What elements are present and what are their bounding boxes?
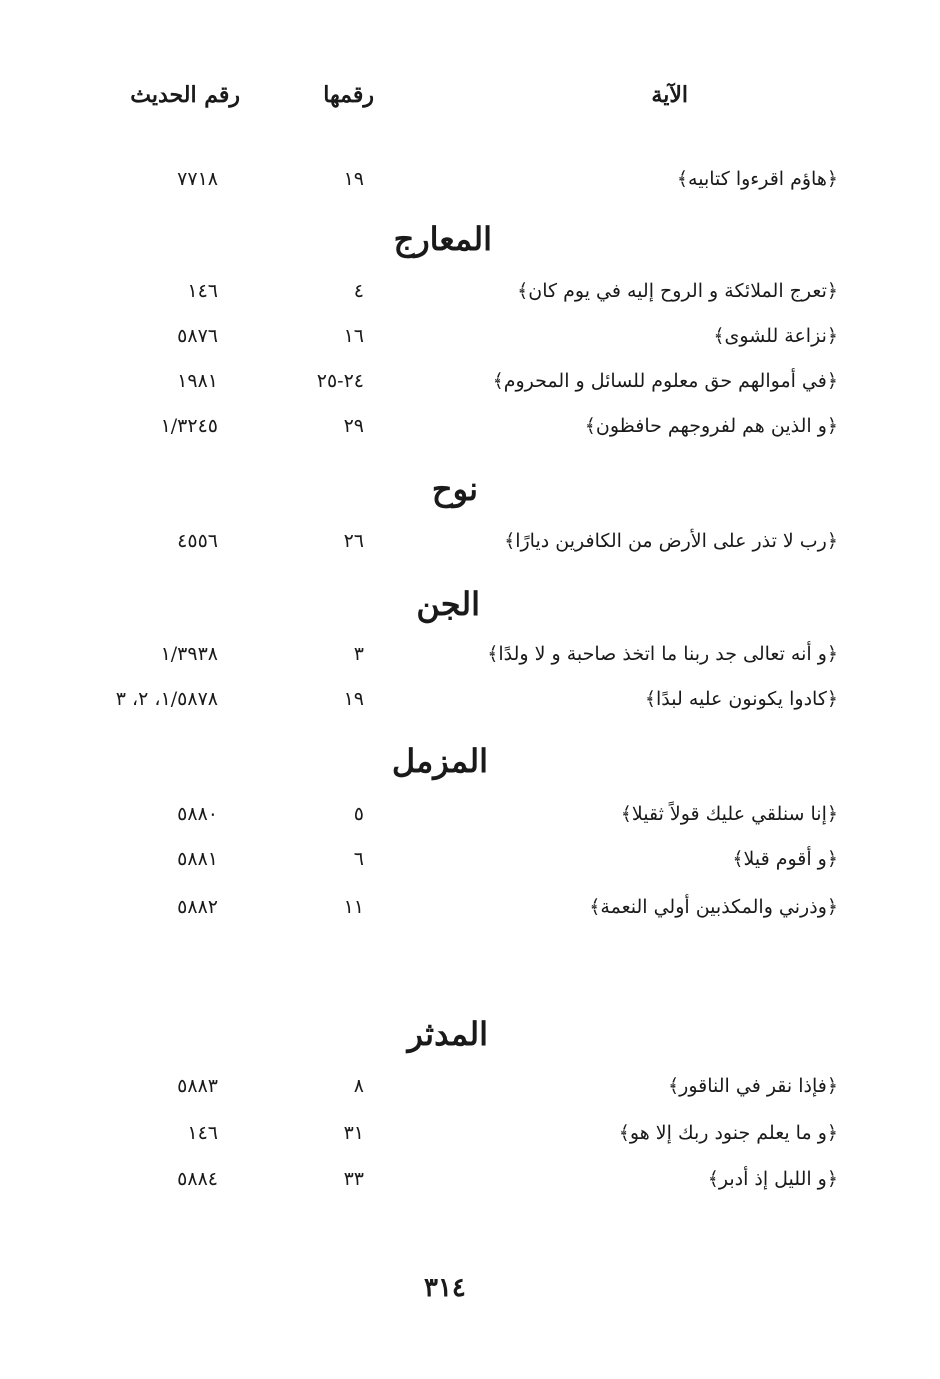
surah-heading-nuh: نوح [431, 470, 478, 508]
ayah-text: ﴿و الذين هم لفروجهم حافظون﴾ [584, 415, 838, 437]
table-row [0, 415, 940, 445]
hadith-number: ٥٨٨١ [177, 848, 218, 870]
ayah-number: ١٩ [343, 168, 364, 190]
ayah-number: ٢٩ [343, 415, 364, 437]
table-row [0, 1168, 940, 1198]
hadith-number: ١/٥٨٧٨، ٢، ٣ [115, 688, 218, 710]
hadith-number: ١٤٦ [187, 1122, 218, 1144]
hadith-number: ٧٧١٨ [177, 168, 218, 190]
table-row [0, 325, 940, 355]
column-header-hadith-number: رقم الحديث [130, 82, 240, 108]
ayah-number: ٣٣ [343, 1168, 364, 1190]
table-row [0, 803, 940, 833]
ayah-text: ﴿و ما يعلم جنود ربك إلا هو﴾ [618, 1122, 838, 1144]
ayah-text: ﴿فإذا نقر في الناقور﴾ [668, 1075, 838, 1097]
table-row [0, 688, 940, 718]
table-row [0, 848, 940, 878]
column-header-ayah: الآية [651, 82, 688, 108]
ayah-text: ﴿إنا سنلقي عليك قولاً ثقيلا﴾ [620, 803, 838, 825]
hadith-number: ٥٨٧٦ [177, 325, 218, 347]
table-row [0, 280, 940, 310]
ayah-number: ٤ [353, 280, 364, 302]
ayah-number: ٥ [353, 803, 364, 825]
ayah-number: ١٦ [343, 325, 364, 347]
table-row [0, 530, 940, 560]
ayah-number: ١٩ [343, 688, 364, 710]
surah-heading-al-maarij: المعارج [393, 220, 492, 258]
ayah-number: ٦ [353, 848, 364, 870]
hadith-number: ٥٨٨٣ [177, 1075, 218, 1097]
ayah-text: ﴿كادوا يكونون عليه لبدًا﴾ [644, 688, 838, 710]
hadith-number: ١٩٨١ [177, 370, 218, 392]
ayah-text: ﴿في أموالهم حق معلوم للسائل و المحروم﴾ [492, 370, 838, 392]
surah-heading-al-muzzammil: المزمل [391, 742, 488, 780]
ayah-text: ﴿و الليل إذ أدبر﴾ [707, 1168, 838, 1190]
ayah-number: ٨ [353, 1075, 364, 1097]
page-number: ٣١٤ [424, 1273, 466, 1303]
ayah-text: ﴿نزاعة للشوى﴾ [713, 325, 838, 347]
column-header-ayah-number: رقمها [323, 82, 374, 108]
ayah-text: ﴿و أقوم قيلا﴾ [732, 848, 838, 870]
ayah-text: ﴿تعرج الملائكة و الروح إليه في يوم كان﴾ [517, 280, 838, 302]
table-row [0, 643, 940, 673]
surah-heading-al-muddaththir: المدثر [407, 1015, 488, 1053]
hadith-number: ١/٣٢٤٥ [160, 415, 218, 437]
ayah-number: ٣ [353, 643, 364, 665]
ayah-text: ﴿وذرني والمكذبين أولي النعمة﴾ [589, 896, 838, 918]
ayah-number: ١١ [343, 896, 364, 918]
table-row [0, 1122, 940, 1152]
ayah-text: ﴿هاؤم اقرءوا كتابيه﴾ [676, 168, 838, 190]
table-row [0, 370, 940, 400]
table-row [0, 896, 940, 926]
hadith-number: ٤٥٥٦ [177, 530, 218, 552]
surah-heading-al-jinn: الجن [416, 585, 480, 623]
ayah-number: ٣١ [343, 1122, 364, 1144]
ayah-number: ٢٤-٢٥ [316, 370, 364, 392]
hadith-number: ٥٨٨٠ [177, 803, 218, 825]
table-row [0, 1075, 940, 1105]
hadith-number: ٥٨٨٢ [177, 896, 218, 918]
table-row [0, 168, 940, 198]
hadith-number: ١٤٦ [187, 280, 218, 302]
hadith-number: ١/٣٩٣٨ [160, 643, 218, 665]
ayah-text: ﴿رب لا تذر على الأرض من الكافرين ديارًا﴾ [504, 530, 838, 552]
hadith-number: ٥٨٨٤ [177, 1168, 218, 1190]
ayah-text: ﴿و أنه تعالى جد ربنا ما اتخذ صاحبة و لا ولدًا﴾ [487, 643, 838, 665]
ayah-number: ٢٦ [343, 530, 364, 552]
